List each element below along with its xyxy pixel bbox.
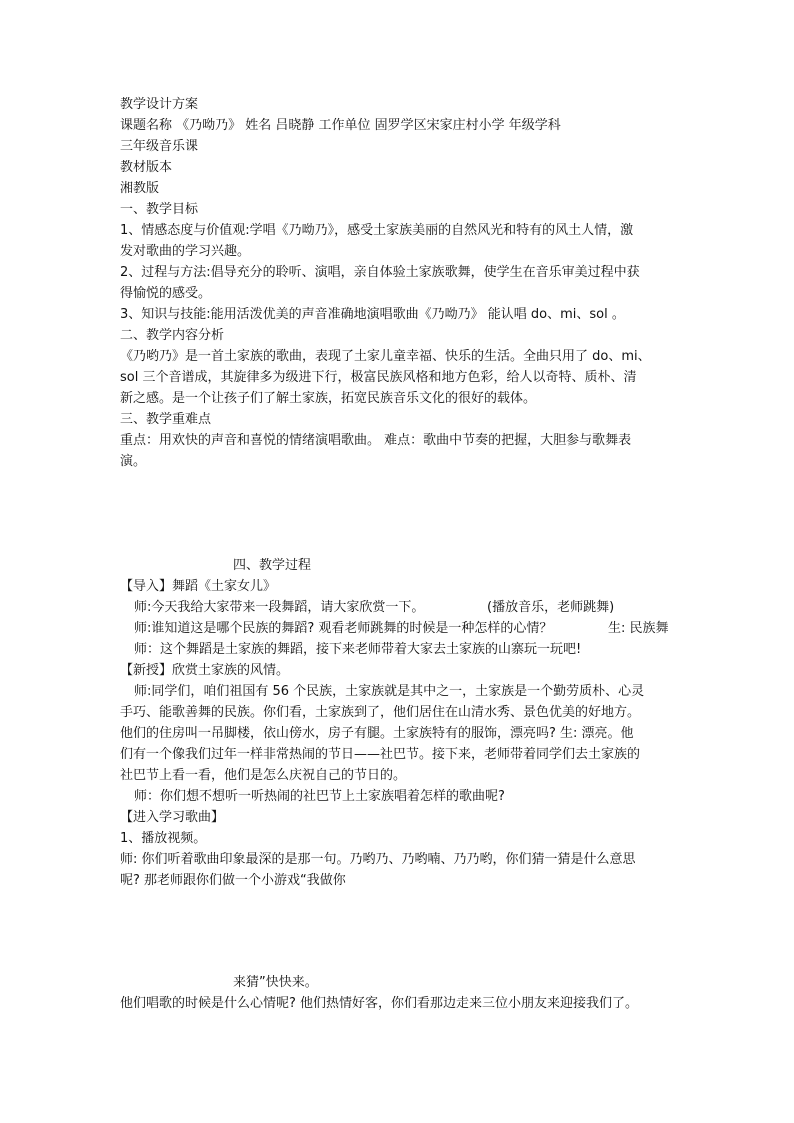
intro-teacher-line: 师:今天我给大家带来一段舞蹈，请大家欣赏一下。 bbox=[134, 600, 425, 615]
closing-line: 他们唱歌的时候是什么心情呢? 他们热情好客，你们看那边走来三位小朋友来迎接我们了。 bbox=[120, 996, 639, 1011]
content-line-1: 《乃哟乃》是一首土家族的歌曲，表现了土家儿童幸福、快乐的生活。全曲只用了 do、mi、 bbox=[120, 349, 651, 364]
section-heading-keypoints: 三、教学重难点 bbox=[120, 412, 212, 427]
section-heading-process: 四、教学过程 bbox=[233, 558, 312, 573]
game-line: 来猜”快快来。 bbox=[233, 975, 318, 990]
lesson-info: 课题名称 《乃呦乃》 姓名 吕晓静 工作单位 固罗学区宋家庄村小学 年级学科 bbox=[120, 118, 561, 133]
new-lesson-line-2: 手巧、能歌善舞的民族。你们看，土家族到了，他们居住在山清水秀、景色优美的好地方。 bbox=[120, 705, 641, 720]
intro-heading: 【导入】舞蹈《土家女儿》 bbox=[120, 579, 277, 594]
doc-title: 教学设计方案 bbox=[120, 97, 199, 112]
goal-3: 3、知识与技能:能用活泼优美的声音准确地演唱歌曲《乃呦乃》 能认唱 do、mi、sol 。 bbox=[120, 307, 625, 322]
learn-song-line-1: 师: 你们听着歌曲印象最深的是那一句。乃哟乃、乃哟喃、乃乃哟，你们猜一猜是什么意思 bbox=[120, 852, 636, 867]
new-lesson-line-6: 师：你们想不想听一听热闹的社巴节上土家族唱着怎样的歌曲呢? bbox=[134, 789, 505, 804]
section-heading-goals: 一、教学目标 bbox=[120, 202, 199, 217]
goal-1-line-1: 1、情感态度与价值观:学唱《乃呦乃》，感受土家族美丽的自然风光和特有的风土人情，激 bbox=[120, 223, 634, 238]
goal-2-line-1: 2、过程与方法:倡导充分的聆听、演唱，亲自体验土家族歌舞，使学生在音乐审美过程中获 bbox=[120, 265, 640, 280]
keypoints-line-1: 重点：用欢快的声音和喜悦的情绪演唱歌曲。 难点：歌曲中节奏的把握，大胆参与歌舞表 bbox=[120, 433, 632, 448]
textbook-edition: 湘教版 bbox=[120, 181, 160, 196]
learn-song-line-2: 呢? 那老师跟你们做一个小游戏“我做你 bbox=[120, 873, 346, 888]
goal-1-line-2: 发对歌曲的学习兴趣。 bbox=[120, 244, 251, 259]
section-heading-content: 二、教学内容分析 bbox=[120, 328, 225, 343]
textbook-edition-label: 教材版本 bbox=[120, 160, 173, 175]
new-lesson-line-1: 师:同学们，咱们祖国有 56 个民族，土家族就是其中之一，土家族是一个勤劳质朴、心灵 bbox=[134, 684, 645, 699]
intro-note: (播放音乐，老师跳舞) bbox=[487, 600, 615, 615]
goal-2-line-2: 得愉悦的感受。 bbox=[120, 286, 212, 301]
learn-song-heading: 【进入学习歌曲】 bbox=[120, 810, 225, 825]
new-lesson-line-4: 们有一个像我们过年一样非常热闹的节日——社巴节。接下来，老师带着同学们去土家族的 bbox=[120, 747, 641, 762]
new-lesson-line-3: 他们的住房叫一吊脚楼，依山傍水，房子有腿。土家族特有的服饰，漂亮吗? 生: 漂亮。他 bbox=[120, 726, 634, 741]
new-lesson-line-5: 社巴节上看一看，他们是怎么庆祝自己的节日的。 bbox=[120, 768, 407, 783]
content-line-3: 新之感。是一个让孩子们了解土家族，拓宽民族音乐文化的很好的载体。 bbox=[120, 391, 537, 406]
step-1-play-video: 1、播放视频。 bbox=[120, 831, 207, 846]
grade-subject: 三年级音乐课 bbox=[120, 139, 199, 154]
teacher-line-3: 师：这个舞蹈是土家族的舞蹈，接下来老师带着大家去土家族的山寨玩一玩吧! bbox=[134, 642, 582, 657]
teacher-question: 师:谁知道这是哪个民族的舞蹈? 观看老师跳舞的时候是一种怎样的心情？ bbox=[134, 621, 553, 636]
student-answer: 生: 民族舞 bbox=[608, 621, 669, 636]
content-line-2: sol 三个音谱成，其旋律多为级进下行，极富民族风格和地方色彩，给人以奇特、质朴、清 bbox=[120, 370, 637, 385]
keypoints-line-2: 演。 bbox=[120, 454, 147, 469]
new-lesson-heading: 【新授】欣赏土家族的风情。 bbox=[120, 663, 290, 678]
